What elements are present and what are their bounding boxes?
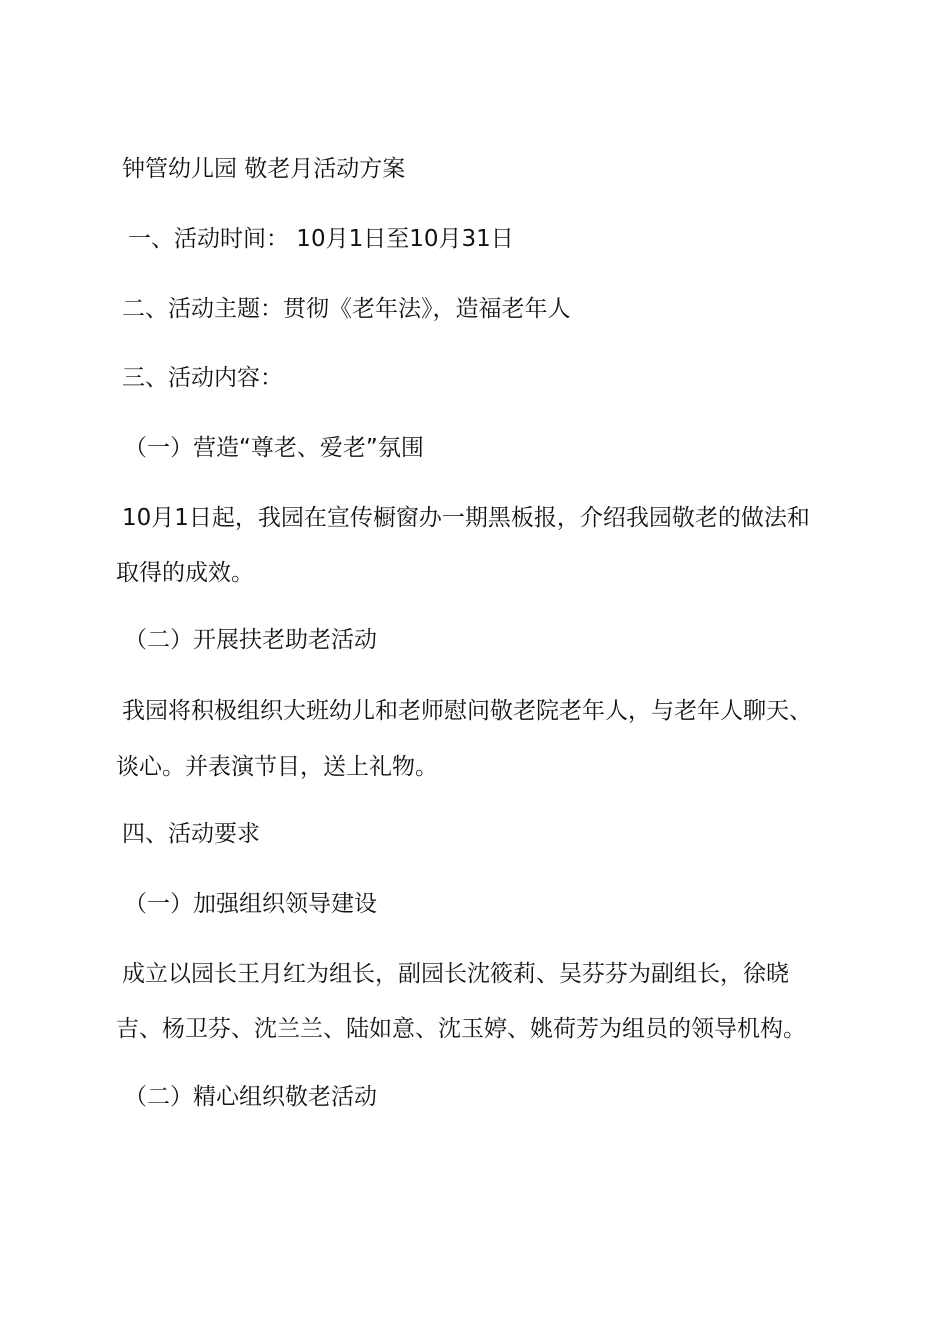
paragraph-blackboard-line-2: 取得的成效。 [116,560,254,586]
paragraph-visit-line-1: 我园将积极组织大班幼儿和老师慰问敬老院老年人，与老年人聊天、 [122,698,812,724]
paragraph-visit-line-2: 谈心。并表演节目，送上礼物。 [116,754,438,780]
section-activity-time: 一、活动时间： 10月1日至10月31日 [128,226,514,252]
paragraph-leadership-line-1: 成立以园长王月红为组长，副园长沈筱莉、吴芬芬为副组长，徐晓 [122,961,789,987]
document-title: 钟管幼儿园 敬老月活动方案 [122,156,406,182]
section-activity-content-heading: 三、活动内容： [122,365,283,391]
subsection-atmosphere-heading: （一）营造“尊老、爱老”氛围 [124,435,424,461]
subsection-leadership-heading: （一）加强组织领导建设 [124,891,377,917]
subsection-organize-activities-heading: （二）精心组织敬老活动 [124,1084,377,1110]
section-activity-theme: 二、活动主题：贯彻《老年法》，造福老年人 [122,296,571,322]
paragraph-blackboard-line-1: 10月1日起，我园在宣传橱窗办一期黑板报，介绍我园敬老的做法和 [122,505,810,531]
subsection-help-elderly-heading: （二）开展扶老助老活动 [124,627,377,653]
section-requirements-heading: 四、活动要求 [122,821,260,847]
paragraph-leadership-line-2: 吉、杨卫芬、沈兰兰、陆如意、沈玉婷、姚荷芳为组员的领导机构。 [116,1016,806,1042]
